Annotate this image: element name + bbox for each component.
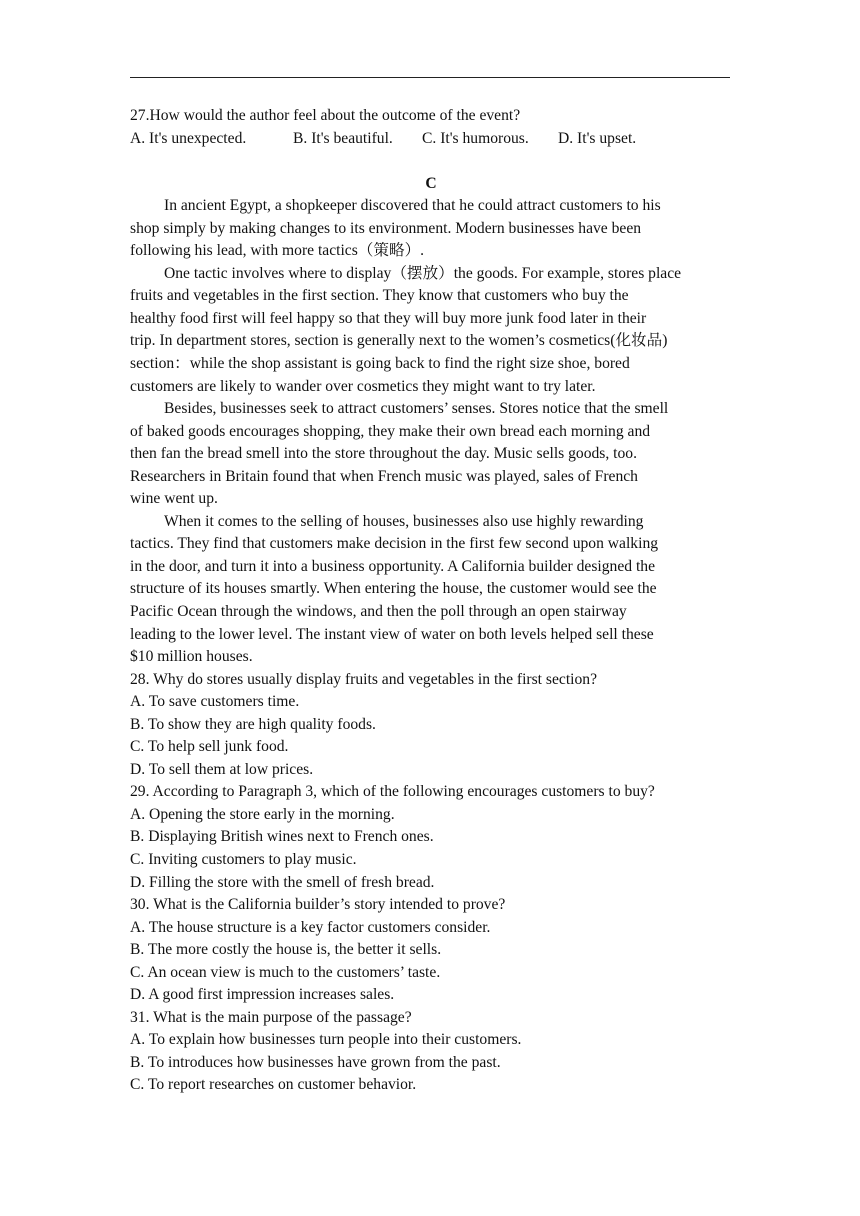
passage-line: in the door, and turn it into a business opportunity. A California builder designed the xyxy=(130,557,656,575)
question-29-option-b: B. Displaying British wines next to French ones. xyxy=(130,828,434,846)
page-content xyxy=(130,105,732,1097)
passage-line: Besides, businesses seek to attract customers’ senses. Stores notice that the smell xyxy=(164,400,669,418)
question-30 xyxy=(130,894,732,1007)
question-27-text: 27.How would the author feel about the outcome of the event? xyxy=(130,107,521,124)
question-28 xyxy=(130,669,732,782)
passage-line: $10 million houses. xyxy=(130,648,253,666)
passage-line: tactics. They find that customers make decision in the first few second upon walking xyxy=(130,535,659,553)
question-31 xyxy=(130,1007,732,1097)
question-29 xyxy=(130,781,732,894)
question-31-option-b: B. To introduces how businesses have grown from the past. xyxy=(130,1053,501,1071)
passage-line: In ancient Egypt, a shopkeeper discovered that he could attract customers to his xyxy=(164,197,661,215)
passage-line: trip. In department stores, section is generally next to the women’s cosmetics(化妆品) xyxy=(130,332,668,350)
passage-paragraph-2 xyxy=(130,263,732,398)
passage-line: customers are likely to wander over cosmetics they might want to try later. xyxy=(130,377,596,395)
passage-line: When it comes to the selling of houses, businesses also use highly rewarding xyxy=(164,512,644,530)
question-28-option-b: B. To show they are high quality foods. xyxy=(130,715,376,733)
question-27-option-a: A. It's unexpected. xyxy=(130,129,247,147)
question-29-option-c: C. Inviting customers to play music. xyxy=(130,851,357,868)
question-28-option-a: A. To save customers time. xyxy=(130,693,300,711)
passage-paragraph-1 xyxy=(130,195,732,263)
passage-line: of baked goods encourages shopping, they make their own bread each morning and xyxy=(130,422,651,440)
question-31-option-a: A. To explain how businesses turn people into their customers. xyxy=(130,1031,522,1049)
passage-line: fruits and vegetables in the first section. They know that customers who buy the xyxy=(130,287,629,305)
passage-line: then fan the bread smell into the store throughout the day. Music sells goods, too. xyxy=(130,445,637,463)
section-spacer xyxy=(130,150,732,173)
passage-line: Pacific Ocean through the windows, and then the poll through an open stairway xyxy=(130,602,627,620)
question-30-text: 30. What is the California builder’s story intended to prove? xyxy=(130,896,506,914)
question-27-option-d: D. It's upset. xyxy=(558,129,637,147)
question-28-option-c: C. To help sell junk food. xyxy=(130,738,289,756)
question-28-text: 28. Why do stores usually display fruits and vegetables in the first section? xyxy=(130,670,597,688)
passage-line: leading to the lower level. The instant view of water on both levels helped sell these xyxy=(130,625,654,643)
question-28-option-d: D. To sell them at low prices. xyxy=(130,760,314,778)
question-29-option-a: A. Opening the store early in the morning. xyxy=(130,805,395,823)
passage-line: following his lead, with more tactics（策略）. xyxy=(130,242,425,260)
question-31-option-c: C. To report researches on customer behavior. xyxy=(130,1076,417,1094)
passage-paragraph-4 xyxy=(130,511,732,669)
passage-line: One tactic involves where to display（摆放）the goods. For example, stores place xyxy=(164,264,682,282)
question-27-options xyxy=(130,128,732,151)
passage-line: Researchers in Britain found that when French music was played, sales of French xyxy=(130,467,638,485)
question-30-option-c: C. An ocean view is much to the customers’ taste. xyxy=(130,963,441,981)
question-30-option-b: B. The more costly the house is, the better it sells. xyxy=(130,941,442,959)
question-27-option-c: C. It's humorous. xyxy=(422,129,529,147)
question-27-option-b: B. It's beautiful. xyxy=(293,129,393,147)
question-31-text: 31. What is the main purpose of the passage? xyxy=(130,1008,412,1026)
passage-line: wine went up. xyxy=(130,490,218,508)
passage-line: structure of its houses smartly. When entering the house, the customer would see the xyxy=(130,580,657,598)
question-29-option-d: D. Filling the store with the smell of fresh bread. xyxy=(130,873,435,891)
passage-line: shop simply by making changes to its environment. Modern businesses have been xyxy=(130,219,642,237)
question-29-text: 29. According to Paragraph 3, which of the following encourages customers to buy? xyxy=(130,783,655,801)
section-title: C xyxy=(425,174,437,192)
passage-paragraph-3 xyxy=(130,398,732,511)
question-30-option-d: D. A good first impression increases sales. xyxy=(130,986,395,1004)
header-rule xyxy=(130,77,730,78)
passage-line: section：while the shop assistant is going back to find the right size shoe, bored xyxy=(130,354,630,372)
passage-line: healthy food first will feel happy so that they will buy more junk food later in their xyxy=(130,309,647,327)
question-30-option-a: A. The house structure is a key factor customers consider. xyxy=(130,918,491,936)
